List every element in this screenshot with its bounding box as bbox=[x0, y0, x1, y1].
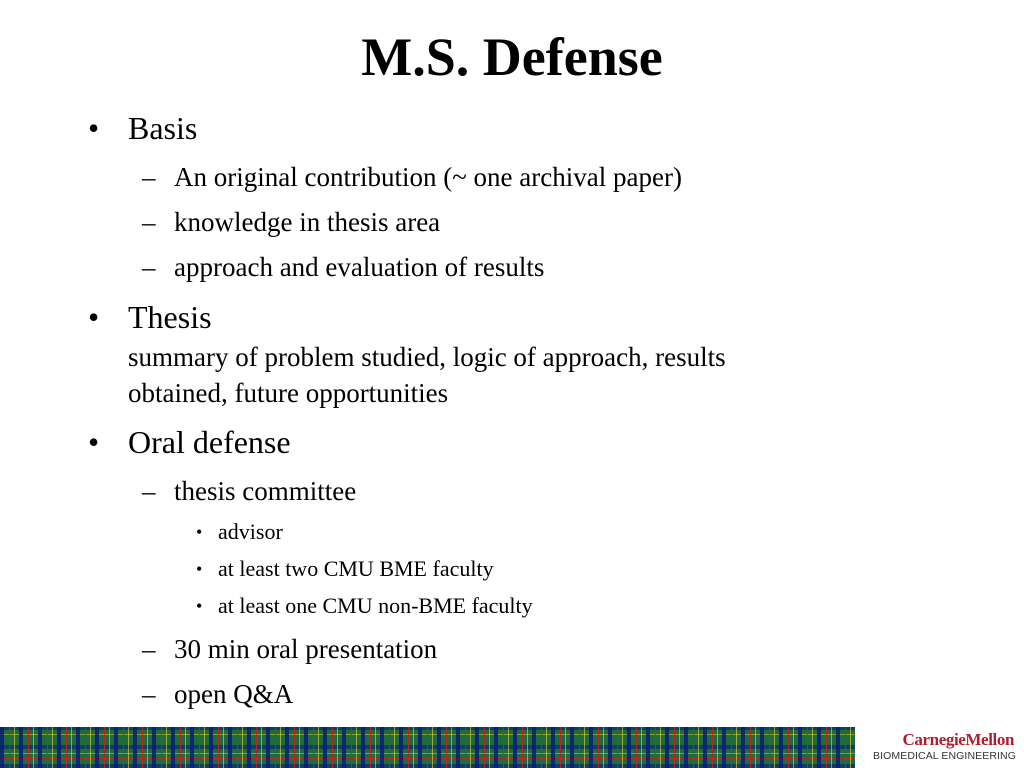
small-bullet-marker: • bbox=[196, 559, 203, 579]
dash-marker: – bbox=[142, 634, 156, 664]
dash-marker: – bbox=[142, 252, 156, 282]
dash-marker: – bbox=[142, 162, 156, 192]
small-bullet-marker: • bbox=[196, 522, 203, 542]
sub-item-text: open Q&A bbox=[174, 679, 294, 709]
sub-item-text: An original contribution (~ one archival paper) bbox=[174, 162, 682, 192]
small-bullet-marker: • bbox=[196, 596, 203, 616]
committee-member-text: advisor bbox=[218, 519, 283, 544]
dash-marker: – bbox=[142, 679, 156, 709]
bullet-label: Oral defense bbox=[128, 424, 291, 460]
bullet-marker: • bbox=[88, 424, 100, 460]
tartan-footer-band bbox=[0, 727, 855, 768]
slide-title: M.S. Defense bbox=[361, 27, 663, 87]
thesis-description-line-1: summary of problem studied, logic of approach, results bbox=[128, 342, 726, 372]
bullet-marker: • bbox=[88, 299, 100, 335]
bullet-label: Basis bbox=[128, 110, 198, 146]
dash-marker: – bbox=[142, 207, 156, 237]
sub-item-text: approach and evaluation of results bbox=[174, 252, 545, 282]
dash-marker: – bbox=[142, 476, 156, 506]
logo-department: BIOMEDICAL ENGINEERING bbox=[872, 750, 1016, 762]
logo-wordmark: CarnegieMellon bbox=[902, 730, 1014, 749]
thesis-description-line-2: obtained, future opportunities bbox=[128, 378, 449, 408]
sub-item-text: 30 min oral presentation bbox=[174, 634, 438, 664]
carnegie-mellon-logo bbox=[858, 731, 1020, 765]
committee-member-text: at least one CMU non-BME faculty bbox=[218, 593, 533, 618]
bullet-label: Thesis bbox=[128, 299, 212, 335]
sub-item-text: thesis committee bbox=[174, 476, 357, 506]
committee-member-text: at least two CMU BME faculty bbox=[218, 556, 494, 581]
sub-item-text: knowledge in thesis area bbox=[174, 207, 441, 237]
bullet-marker: • bbox=[88, 110, 100, 146]
